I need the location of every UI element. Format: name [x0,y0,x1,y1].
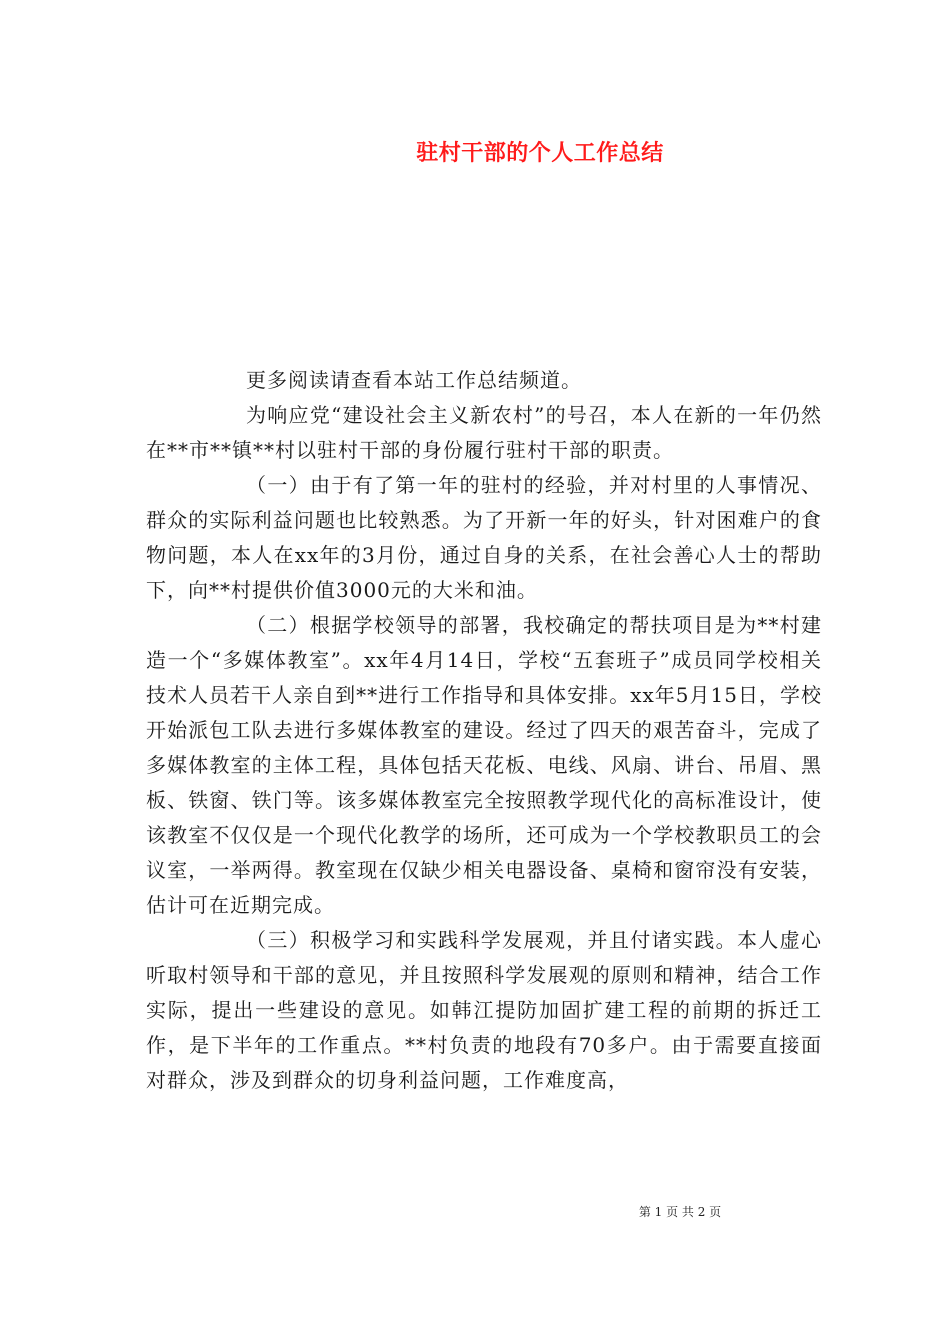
page-footer: 第 1 页 共 2 页 [638,1205,722,1219]
paragraph-section-1: （一）由于有了第一年的驻村的经验，并对村里的人事情况、群众的实际利益问题也比较熟悉。为了开新一年的好头，针对困难户的食物问题，本人在xx年的3月份，通过自身的关系，在社会善心人士的帮助下，向**村提供价值3000元的大米和油。 [146,473,822,602]
paragraph-section-3: （三）积极学习和实践科学发展观，并且付诸实践。本人虚心听取村领导和干部的意见，并且按照科学发展观的原则和精神，结合工作实际，提出一些建设的意见。如韩江提防加固扩建工程的前期的拆迁工作，是下半年的工作重点。**村负责的地段有70多户。由于需要直接面对群众，涉及到群众的切身利益问题，工作难度高， [146,928,822,1092]
document-body [146,363,822,1098]
document-title: 驻村干部的个人工作总结 [416,141,664,166]
paragraph-section-2: （二）根据学校领导的部署，我校确定的帮扶项目是为**村建造一个“多媒体教室”。xx年4月14日，学校“五套班子”成员同学校相关技术人员若干人亲自到**进行工作指导和具体安排。xx年5月15日，学校开始派包工队去进行多媒体教室的建设。经过了四天的艰苦奋斗，完成了多媒体教室的主体工程，具体包括天花板、电线、风扇、讲台、吊眉、黑板、铁窗、铁门等。该多媒体教室完全按照教学现代化的高标准设计，使该教室不仅仅是一个现代化教学的场所，还可成为一个学校教职员工的会议室，一举两得。教室现在仅缺少相关电器设备、桌椅和窗帘没有安装，估计可在近期完成。 [146,613,822,917]
paragraph-intro: 为响应党“建设社会主义新农村”的号召，本人在新的一年仍然在**市**镇**村以驻村干部的身份履行驻村干部的职责。 [146,403,822,462]
paragraph-reading-note: 更多阅读请查看本站工作总结频道。 [246,368,582,392]
